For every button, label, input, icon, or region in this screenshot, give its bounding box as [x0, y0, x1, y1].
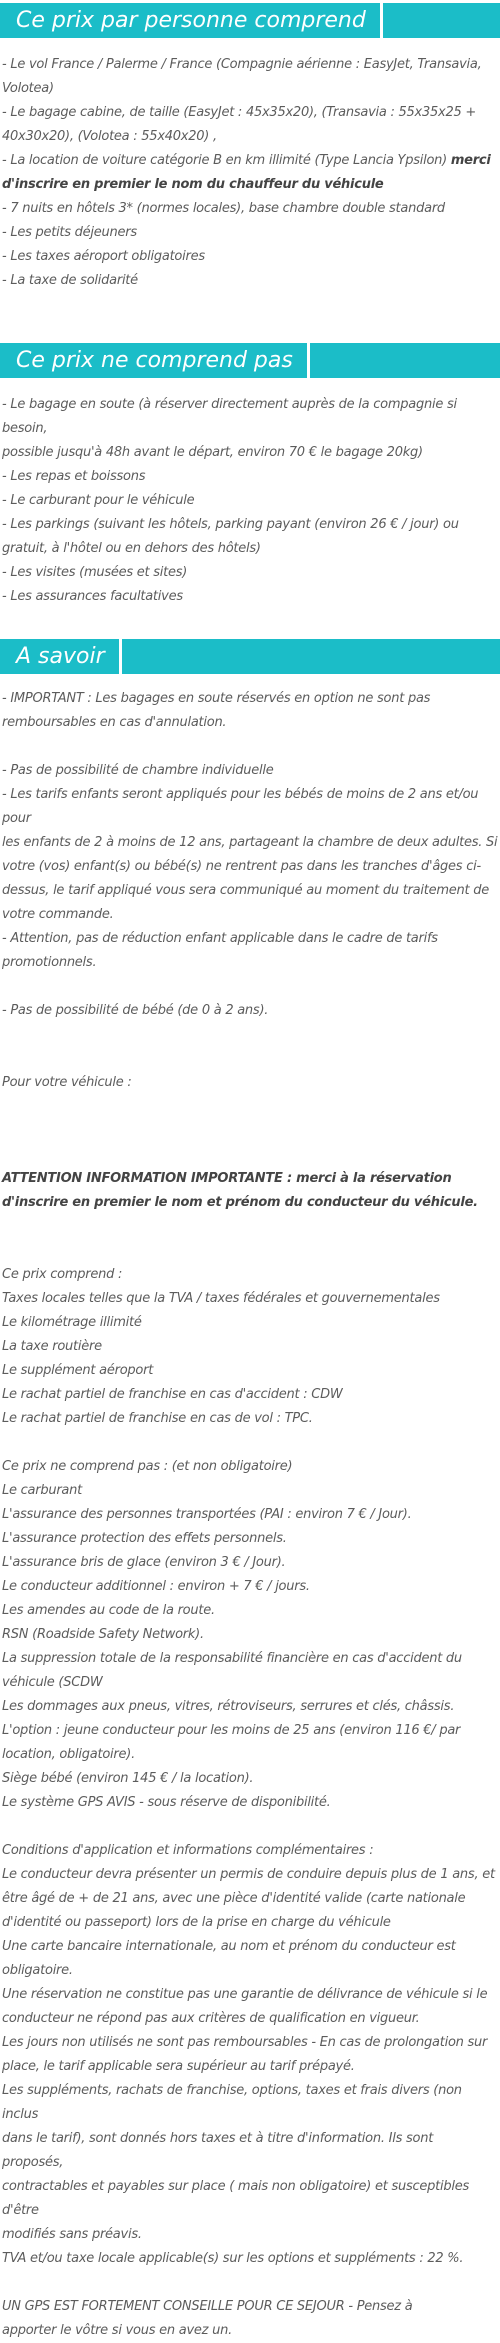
text-line	[2, 1239, 498, 1263]
text-line	[2, 1047, 498, 1071]
text-line: location, obligatoire).	[2, 1747, 135, 1762]
text-line: Les jours non utilisés ne sont pas remboursables - En cas de prolongation sur	[2, 2035, 488, 2050]
text-line: Pour votre véhicule :	[2, 1075, 132, 1090]
text-line: - Les tarifs enfants seront appliqués pour les bébés de moins de 2 ans et/ou pour	[2, 787, 483, 826]
text-line	[2, 149, 498, 173]
section-header-band-rest	[310, 343, 500, 378]
text-line: Une carte bancaire internationale, au nom et prénom du conducteur est	[2, 1939, 456, 1954]
text-line: Les dommages aux pneus, vitres, rétroviseurs, serrures et clés, châssis.	[2, 1699, 455, 1714]
text-line: Le rachat partiel de franchise en cas d'accident : CDW	[2, 1387, 343, 1402]
section-header-band-rest	[122, 639, 500, 674]
section-title-not-included: Ce prix ne comprend pas	[16, 348, 293, 373]
text-line	[2, 1143, 498, 1167]
text-line: Siège bébé (environ 145 € / la location).	[2, 1771, 254, 1786]
section-title-good-to-know: A savoir	[16, 644, 105, 669]
text-line: votre commande.	[2, 907, 114, 922]
text-segment: - La location de voiture catégorie B en km illimité (Type Lancia Ypsilon)	[2, 153, 451, 168]
text-line: - Le bagage en soute (à réserver directement auprès de la compagnie si besoin,	[2, 397, 461, 436]
text-line	[2, 975, 498, 999]
text-line: Le kilométrage illimité	[2, 1315, 142, 1330]
section-body-good-to-know	[0, 687, 500, 2343]
text-line: - IMPORTANT : Les bagages en soute réservés en option ne sont pas	[2, 691, 431, 706]
text-line: 40x30x20), (Volotea : 55x40x20) ,	[2, 129, 217, 144]
text-line: Taxes locales telles que la TVA / taxes fédérales et gouvernementales	[2, 1291, 440, 1306]
bold-text-segment: merci	[450, 153, 491, 168]
text-line: modifiés sans préavis.	[2, 2227, 142, 2242]
text-line: - Les repas et boissons	[2, 469, 146, 484]
text-line: Ce prix comprend :	[2, 1267, 123, 1282]
text-line	[2, 1167, 498, 1191]
text-line: - Pas de possibilité de bébé (de 0 à 2 ans).	[2, 1003, 269, 1018]
text-line: Le rachat partiel de franchise en cas de vol : TPC.	[2, 1411, 313, 1426]
section-header-band-rest	[383, 3, 500, 38]
text-line: Conditions d'application et informations complémentaires :	[2, 1843, 374, 1858]
text-line	[2, 1815, 498, 1839]
section-header-included	[0, 3, 500, 38]
text-line: TVA et/ou taxe locale applicable(s) sur les options et suppléments : 22 %.	[2, 2251, 464, 2266]
text-line: La taxe routière	[2, 1339, 102, 1354]
text-line: possible jusqu'à 48h avant le départ, environ 70 € le bagage 20kg)	[2, 445, 423, 460]
text-line: - Les petits déjeuners	[2, 225, 137, 240]
text-line	[2, 2271, 498, 2295]
text-line: - La taxe de solidarité	[2, 273, 138, 288]
text-line: - Les taxes aéroport obligatoires	[2, 249, 205, 264]
section-header-band	[0, 3, 380, 38]
text-line: - Attention, pas de réduction enfant applicable dans le cadre de tarifs	[2, 931, 438, 946]
text-line: - Les visites (musées et sites)	[2, 565, 188, 580]
text-line: Le supplément aéroport	[2, 1363, 154, 1378]
text-line: - Le carburant pour le véhicule	[2, 493, 195, 508]
text-line: - Le bagage cabine, de taille (EasyJet : 45x35x20), (Transavia : 55x35x25 +	[2, 105, 477, 120]
text-line	[2, 1191, 498, 1215]
text-line: - Les parkings (suivant les hôtels, parking payant (environ 26 € / jour) ou	[2, 517, 459, 532]
text-line: Les suppléments, rachats de franchise, options, taxes et frais divers (non inclus	[2, 2083, 466, 2122]
text-line: Le carburant	[2, 1483, 82, 1498]
section-body-included	[0, 53, 500, 293]
text-line: les enfants de 2 à moins de 12 ans, partageant la chambre de deux adultes. Si	[2, 835, 498, 850]
text-line: apporter le vôtre si vous en avez un.	[2, 2323, 232, 2338]
text-line: Volotea)	[2, 81, 54, 96]
text-line: Le conducteur devra présenter un permis de conduire depuis plus de 1 ans, et	[2, 1867, 495, 1882]
text-line: Ce prix ne comprend pas : (et non obligatoire)	[2, 1459, 293, 1474]
section-body-not-included	[0, 393, 500, 609]
text-line: gratuit, à l'hôtel ou en dehors des hôtels)	[2, 541, 261, 556]
section-header-good-to-know	[0, 639, 500, 674]
text-line	[2, 1431, 498, 1455]
text-line: RSN (Roadside Safety Network).	[2, 1627, 204, 1642]
bold-text-segment: d'inscrire en premier le nom et prénom du conducteur du véhicule.	[2, 1195, 478, 1210]
text-line	[2, 1119, 498, 1143]
section-header-band	[0, 343, 307, 378]
text-line: L'assurance protection des effets personnels.	[2, 1531, 287, 1546]
text-line: L'option : jeune conducteur pour les moins de 25 ans (environ 116 €/ par	[2, 1723, 461, 1738]
text-line: dans le tarif), sont donnés hors taxes et à titre d'information. Ils sont proposés,	[2, 2131, 437, 2170]
text-line: La suppression totale de la responsabilité financière en cas d'accident du	[2, 1651, 462, 1666]
bold-text-segment: ATTENTION INFORMATION IMPORTANTE : merci à la réservation	[2, 1171, 452, 1186]
text-line: - Pas de possibilité de chambre individuelle	[2, 763, 274, 778]
text-line: être âgé de + de 21 ans, avec une pièce d'identité valide (carte nationale	[2, 1891, 466, 1906]
text-line	[2, 1215, 498, 1239]
text-line: d'identité ou passeport) lors de la prise en charge du véhicule	[2, 1915, 391, 1930]
section-header-band	[0, 639, 119, 674]
text-line	[2, 173, 498, 197]
text-line: place, le tarif applicable sera supérieur au tarif prépayé.	[2, 2059, 355, 2074]
text-line: - 7 nuits en hôtels 3* (normes locales), base chambre double standard	[2, 201, 445, 216]
text-line	[2, 735, 498, 759]
text-line: votre (vos) enfant(s) ou bébé(s) ne rentrent pas dans les tranches d'âges ci-	[2, 859, 481, 874]
text-line: dessus, le tarif appliqué vous sera communiqué au moment du traitement de	[2, 883, 489, 898]
section-title-included: Ce prix par personne comprend	[16, 8, 366, 33]
text-line: Le conducteur additionnel : environ + 7 € / jours.	[2, 1579, 310, 1594]
text-line: remboursables en cas d'annulation.	[2, 715, 227, 730]
text-line: L'assurance des personnes transportées (PAI : environ 7 € / Jour).	[2, 1507, 412, 1522]
text-line: contractables et payables sur place ( mais non obligatoire) et susceptibles d'être	[2, 2179, 473, 2218]
text-line: Les amendes au code de la route.	[2, 1603, 215, 1618]
text-line: UN GPS EST FORTEMENT CONSEILLE POUR CE SEJOUR - Pensez à	[2, 2299, 413, 2314]
text-line: Une réservation ne constitue pas une garantie de délivrance de véhicule si le	[2, 1987, 488, 2002]
text-line: - Les assurances facultatives	[2, 589, 183, 604]
text-line: promotionnels.	[2, 955, 97, 970]
text-line: Le système GPS AVIS - sous réserve de disponibilité.	[2, 1795, 331, 1810]
text-line	[2, 1023, 498, 1047]
section-header-not-included	[0, 343, 500, 378]
text-line: conducteur ne répond pas aux critères de qualification en vigueur.	[2, 2011, 420, 2026]
text-line: L'assurance bris de glace (environ 3 € / Jour).	[2, 1555, 286, 1570]
text-line: véhicule (SCDW	[2, 1675, 103, 1690]
text-line: obligatoire.	[2, 1963, 73, 1978]
text-line	[2, 1095, 498, 1119]
text-line: - Le vol France / Palerme / France (Compagnie aérienne : EasyJet, Transavia,	[2, 57, 482, 72]
bold-text-segment: d'inscrire en premier le nom du chauffeur du véhicule	[2, 177, 384, 192]
